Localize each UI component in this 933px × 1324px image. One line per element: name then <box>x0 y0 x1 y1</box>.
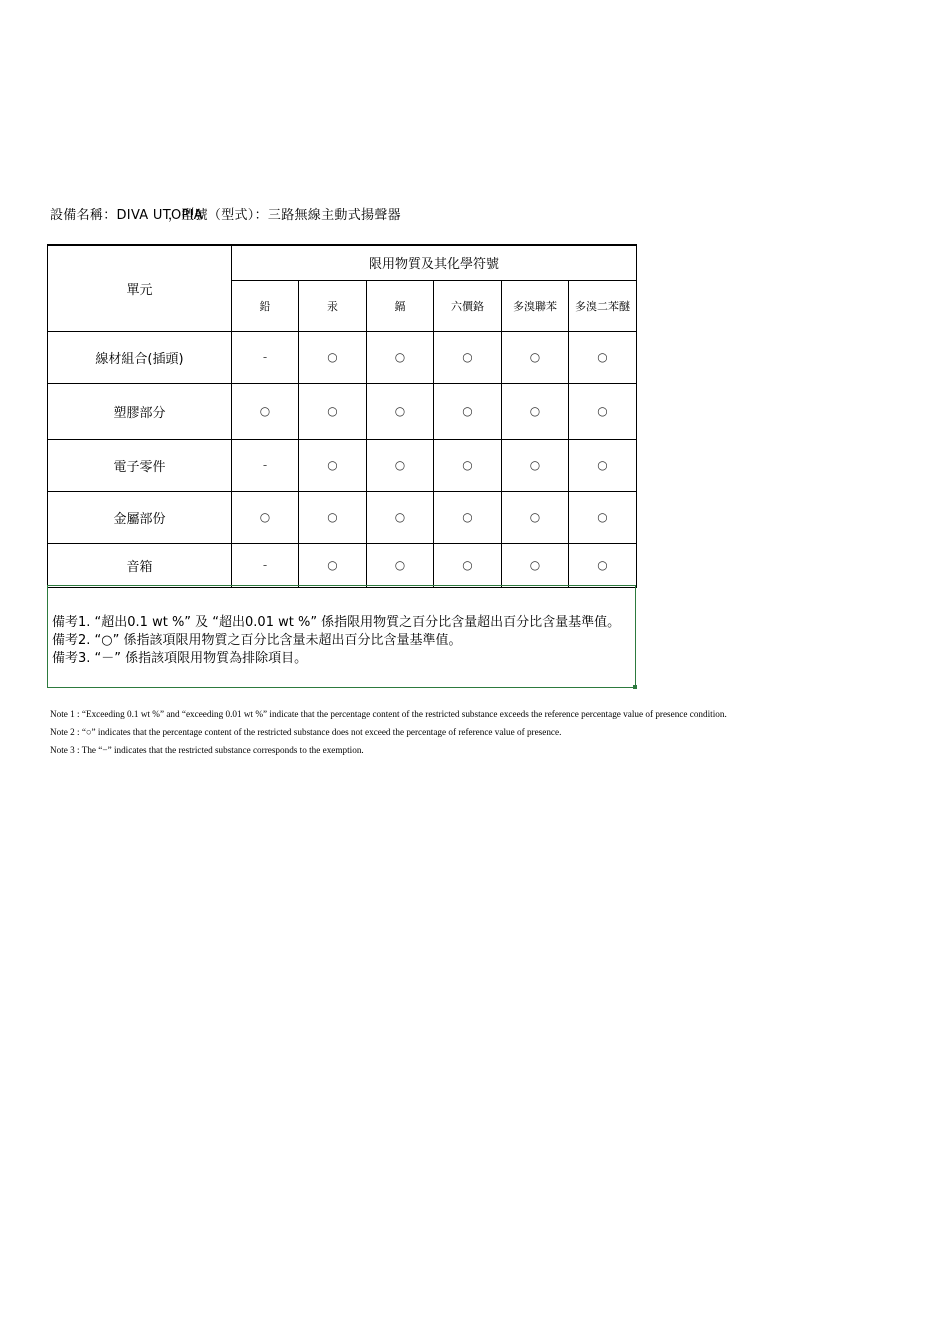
table-cell: ○ <box>569 543 637 587</box>
resize-handle <box>633 685 637 689</box>
table-cell: ○ <box>569 383 637 439</box>
table-cell: ○ <box>232 491 299 543</box>
note-2: Note 2 : “○” indicates that the percentage content of the restricted substance does not exceed the percentage of reference value of presence. <box>50 727 562 737</box>
table-cell: ○ <box>367 543 434 587</box>
unit-name: 金屬部份 <box>48 491 232 543</box>
table-cell: ○ <box>299 383 367 439</box>
table-cell: ○ <box>299 439 367 491</box>
english-notes <box>50 709 727 763</box>
declaration-header <box>50 204 401 223</box>
substance-header: 多溴聯苯 <box>502 280 569 331</box>
table-cell: ○ <box>569 331 637 383</box>
table-row <box>48 439 637 491</box>
substance-header: 鉛 <box>232 280 299 331</box>
table-cell: - <box>232 439 299 491</box>
table-cell: ○ <box>434 439 502 491</box>
table-cell: ○ <box>502 439 569 491</box>
restricted-substances-table <box>47 244 637 588</box>
table-row <box>48 543 637 587</box>
unit-header: 單元 <box>48 245 232 331</box>
table-cell: ○ <box>434 543 502 587</box>
note-1: Note 1 : “Exceeding 0.1 wt %” and “exceeding 0.01 wt %” indicate that the percentage content of the restricted substance exceeds the reference percentage value of presence condition. <box>50 709 727 719</box>
substance-header: 鎘 <box>367 280 434 331</box>
table-cell: ○ <box>367 439 434 491</box>
table-cell: ○ <box>367 383 434 439</box>
table-cell: ○ <box>367 331 434 383</box>
table-cell: ○ <box>502 543 569 587</box>
substances-group-header: 限用物質及其化學符號 <box>232 245 637 280</box>
substance-header: 六價鉻 <box>434 280 502 331</box>
table-cell: - <box>232 543 299 587</box>
table-cell: ○ <box>299 331 367 383</box>
table-cell: ○ <box>434 331 502 383</box>
table-cell: - <box>232 331 299 383</box>
table-cell: ○ <box>299 543 367 587</box>
model-type: ，型號（型式）：三路無線主動式揚聲器 <box>168 208 401 223</box>
table-cell: ○ <box>434 491 502 543</box>
substance-header: 汞 <box>299 280 367 331</box>
unit-name: 音箱 <box>48 543 232 587</box>
device-name: 設備名稱：DIVA UTOPIA <box>50 208 203 223</box>
table-cell: ○ <box>569 439 637 491</box>
unit-name: 塑膠部分 <box>48 383 232 439</box>
table-row <box>48 491 637 543</box>
table-cell: ○ <box>502 383 569 439</box>
unit-name: 電子零件 <box>48 439 232 491</box>
table-cell: ○ <box>299 491 367 543</box>
table-cell: ○ <box>502 331 569 383</box>
table-cell: ○ <box>502 491 569 543</box>
table-cell: ○ <box>569 491 637 543</box>
table-cell: ○ <box>434 383 502 439</box>
remark-1: 備考1. “超出0.1 wt %” 及 “超出0.01 wt %” 係指限用物質之百分比含量超出百分比含量基準值。 <box>52 615 621 630</box>
table-cell: ○ <box>232 383 299 439</box>
remark-2: 備考2. “○” 係指該項限用物質之百分比含量未超出百分比含量基準值。 <box>52 633 462 648</box>
substance-header: 多溴二苯醚 <box>569 280 637 331</box>
table-cell: ○ <box>367 491 434 543</box>
note-3: Note 3 : The “−” indicates that the restricted substance corresponds to the exemption. <box>50 745 364 755</box>
table-row <box>48 331 637 383</box>
remarks-box <box>47 585 636 688</box>
table-row <box>48 383 637 439</box>
remark-3: 備考3. “－” 係指該項限用物質為排除項目。 <box>52 651 308 666</box>
unit-name: 線材組合(插頭) <box>48 331 232 383</box>
